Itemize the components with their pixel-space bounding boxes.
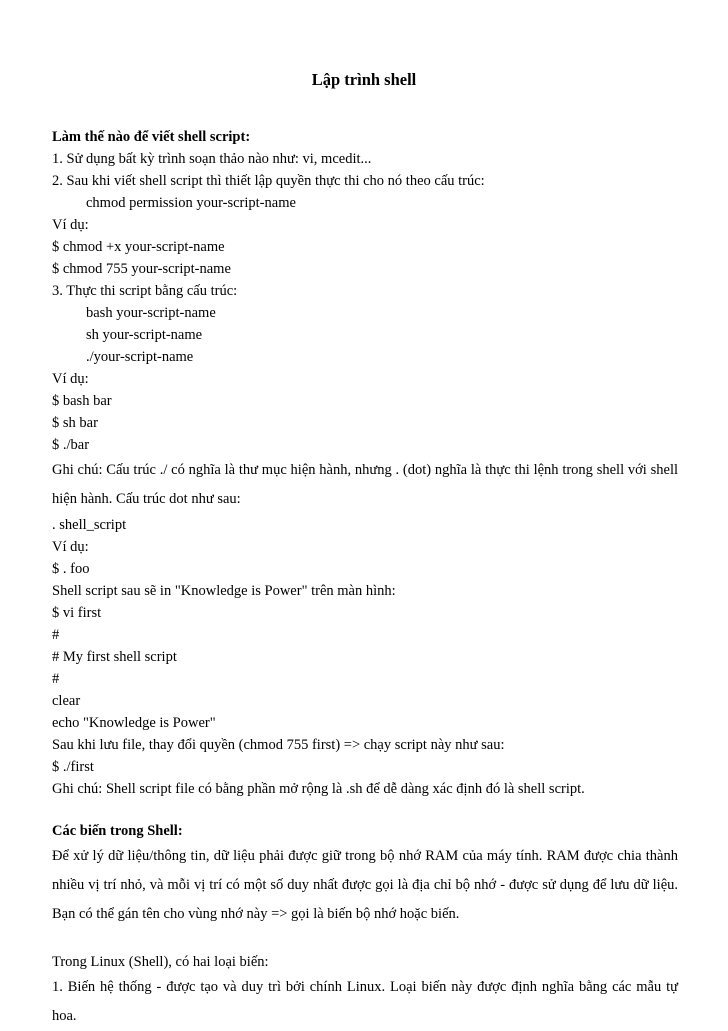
code-line: chmod permission your-script-name bbox=[86, 195, 296, 211]
code-line: # bbox=[52, 627, 60, 643]
text-line: Sau khi lưu file, thay đổi quyền (chmod 755 first) => chạy script này như sau: bbox=[52, 737, 505, 753]
code-line: $ chmod 755 your-script-name bbox=[52, 261, 231, 277]
spacer bbox=[52, 929, 678, 951]
text-line: Ví dụ: bbox=[52, 217, 89, 233]
code-line: echo "Knowledge is Power" bbox=[52, 715, 216, 731]
code-line: bash your-script-name bbox=[86, 305, 216, 321]
text-line: Ghi chú: Shell script file có bằng phần mở rộng là .sh để dễ dàng xác định đó là shell script. bbox=[52, 781, 585, 797]
text-line: Trong Linux (Shell), có hai loại biến: bbox=[52, 954, 269, 970]
code-line: $ vi first bbox=[52, 605, 102, 621]
code-line: clear bbox=[52, 693, 81, 709]
code-line: $ ./first bbox=[52, 759, 94, 775]
text-line: Ví dụ: bbox=[52, 539, 89, 555]
code-line: $ . foo bbox=[52, 561, 90, 577]
code-line: # bbox=[52, 671, 60, 687]
system-variables-paragraph: 1. Biến hệ thống - được tạo và duy trì bởi chính Linux. Loại biến này được định nghĩa bằng các mẫu tự hoa. bbox=[52, 979, 678, 1024]
text-line: 2. Sau khi viết shell script thì thiết lập quyền thực thi cho nó theo cấu trúc: bbox=[52, 173, 485, 189]
code-line: $ bash bar bbox=[52, 393, 112, 409]
page-title: Lập trình shell bbox=[311, 70, 417, 89]
section-heading-shell-variables: Các biến trong Shell: bbox=[52, 823, 183, 839]
text-line: Ví dụ: bbox=[52, 371, 89, 387]
code-line: . shell_script bbox=[52, 517, 127, 533]
section-heading-writing-scripts: Làm thế nào để viết shell script: bbox=[52, 129, 251, 145]
code-line: # My first shell script bbox=[52, 649, 177, 665]
code-line: sh your-script-name bbox=[86, 327, 203, 343]
code-line: $ sh bar bbox=[52, 415, 98, 431]
document-body bbox=[52, 126, 678, 1031]
ram-paragraph: Để xử lý dữ liệu/thông tin, dữ liệu phải được giữ trong bộ nhớ RAM của máy tính. RAM được chia thành nhiều vị trí nhỏ, và mỗi vị trí có một số duy nhất được gọi là địa chỉ bộ nhớ - được sử dụng để lưu dữ liệu. Bạn có thể gán tên cho vùng nhớ này => gọi là biến bộ nhớ hoặc biến. bbox=[52, 848, 678, 922]
spacer bbox=[52, 800, 678, 820]
code-line: ./your-script-name bbox=[86, 349, 194, 365]
text-line: 1. Sử dụng bất kỳ trình soạn thảo nào như: vi, mcedit... bbox=[52, 151, 372, 167]
note-paragraph: Ghi chú: Cấu trúc ./ có nghĩa là thư mục hiện hành, nhưng . (dot) nghĩa là thực thi lệnh trong shell với shell hiện hành. Cấu trúc dot như sau: bbox=[52, 462, 678, 507]
text-line: 3. Thực thi script bằng cấu trúc: bbox=[52, 283, 238, 299]
code-line: $ chmod +x your-script-name bbox=[52, 239, 225, 255]
code-line: $ ./bar bbox=[52, 437, 90, 453]
text-line: Shell script sau sẽ in "Knowledge is Power" trên màn hình: bbox=[52, 583, 396, 599]
